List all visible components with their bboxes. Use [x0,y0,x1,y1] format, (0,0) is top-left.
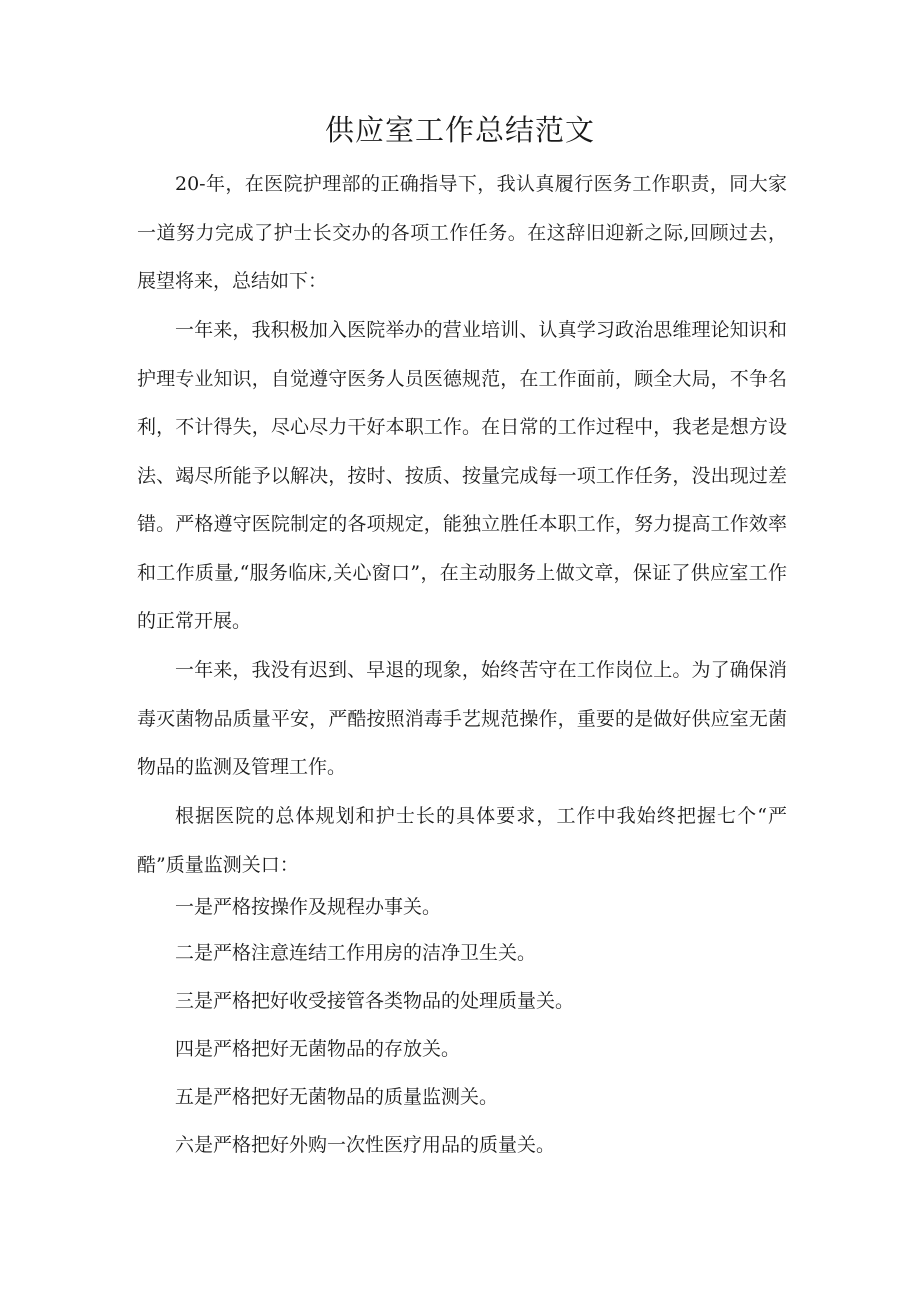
checkpoint-item-2: 二是严格注意连结工作用房的洁净卫生关。 [175,942,537,964]
paragraph-quality-intro: 根据医院的总体规划和护士长的具体要求，工作中我始终把握七个“严酷”质量监测关口： [137,805,787,876]
paragraph-intro: 20-年，在医院护理部的正确指导下，我认真履行医务工作职责，同大家一道努力完成了护士长交办的各项工作任务。在这辞旧迎新之际,回顾过去，展望将来，总结如下： [137,173,787,292]
checkpoint-item-4: 四是严格把好无菌物品的存放关。 [175,1038,461,1060]
paragraph-work-attitude: 一年来，我积极加入医院举办的营业培训、认真学习政治思维理论知识和护理专业知识，自觉遵守医务人员医德规范，在工作面前，顾全大局，不争名利，不计得失，尽心尽力干好本职工作。在日常的工作过程中，我老是想方设法、竭尽所能予以解决，按时、按质、按量完成每一项工作任务，没出现过差错。严格遵守医院制定的各项规定，能独立胜任本职工作，努力提高工作效率和工作质量,“服务临床,关心窗口”，在主动服务上做文章，保证了供应室工作的正常开展。 [137,319,787,632]
document-title: 供应室工作总结范文 [324,113,595,147]
checkpoint-item-3: 三是严格把好收受接管各类物品的处理质量关。 [175,990,575,1012]
checkpoint-item-5: 五是严格把好无菌物品的质量监测关。 [175,1086,499,1108]
checkpoint-item-6: 六是严格把好外购一次性医疗用品的质量关。 [175,1134,556,1156]
paragraph-attendance: 一年来，我没有迟到、早退的现象，始终苦守在工作岗位上。为了确保消毒灭菌物品质量平安，严酷按照消毒手艺规范操作，重要的是做好供应室无菌物品的监测及管理工作。 [137,659,787,778]
checkpoint-item-1: 一是严格按操作及规程办事关。 [175,896,442,918]
